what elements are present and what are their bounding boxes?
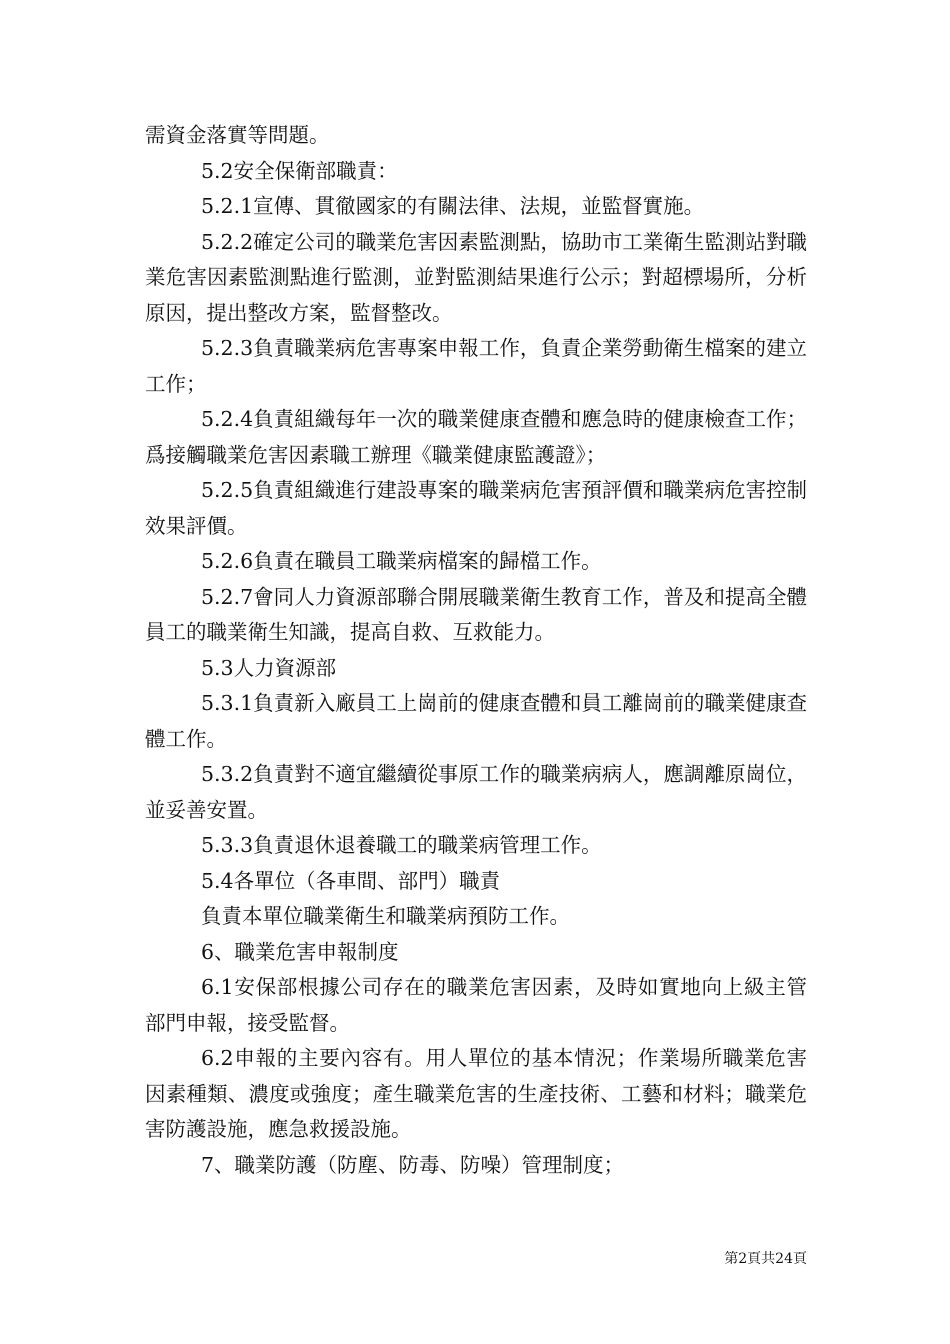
paragraph: 5.3.3負責退休退養職工的職業病管理工作。 — [201, 833, 602, 857]
paragraph: 5.2.4負責組織每年一次的職業健康查體和應急時的健康檢查工作；爲接觸職業危害因素職工辦理《職業健康監護證》； — [145, 407, 807, 467]
paragraph: 5.3.1負責新入廠員工上崗前的健康查體和員工離崗前的職業健康查體工作。 — [145, 691, 807, 751]
paragraph: 負責本單位職業衛生和職業病預防工作。 — [201, 904, 570, 928]
paragraph: 5.2.1宣傳、貫徹國家的有關法律、法規，並監督實施。 — [201, 194, 705, 218]
paragraph: 6.2申報的主要內容有。用人單位的基本情況；作業場所職業危害因素種類、濃度或強度；產生職業危害的生產技術、工藝和材料；職業危害防護設施，應急救援設施。 — [145, 1046, 807, 1141]
paragraph: 需資金落實等問題。 — [145, 123, 330, 147]
paragraph: 6.1安保部根據公司存在的職業危害因素，及時如實地向上級主管部門申報，接受監督。 — [145, 975, 807, 1035]
paragraph: 5.3.2負責對不適宜繼續從事原工作的職業病病人，應調離原崗位，並妥善安置。 — [145, 762, 807, 822]
paragraph: 5.3人力資源部 — [201, 655, 337, 680]
paragraph: 5.2.5負責組織進行建設專案的職業病危害預評價和職業病危害控制效果評價。 — [145, 478, 807, 538]
page-number: 第2頁共24頁 — [724, 1251, 807, 1267]
paragraph: 5.4各單位（各車間、部門）職責 — [201, 868, 501, 893]
paragraph: 5.2安全保衛部職責： — [201, 158, 398, 183]
paragraph: 5.2.3負責職業病危害專案申報工作，負責企業勞動衛生檔案的建立工作； — [145, 336, 807, 396]
paragraph: 7、職業防護（防塵、防毒、防噪）管理制度； — [201, 1152, 625, 1177]
document-body — [145, 118, 807, 1183]
paragraph: 5.2.6負責在職員工職業病檔案的歸檔工作。 — [201, 549, 602, 573]
paragraph: 6、職業危害申報制度 — [201, 939, 399, 964]
paragraph: 5.2.2確定公司的職業危害因素監測點，協助市工業衛生監測站對職業危害因素監測點進行監測，並對監測結果進行公示；對超標場所，分析原因，提出整改方案，監督整改。 — [145, 229, 807, 325]
paragraph: 5.2.7會同人力資源部聯合開展職業衛生教育工作，普及和提高全體員工的職業衛生知識，提高自救、互救能力。 — [145, 584, 807, 644]
